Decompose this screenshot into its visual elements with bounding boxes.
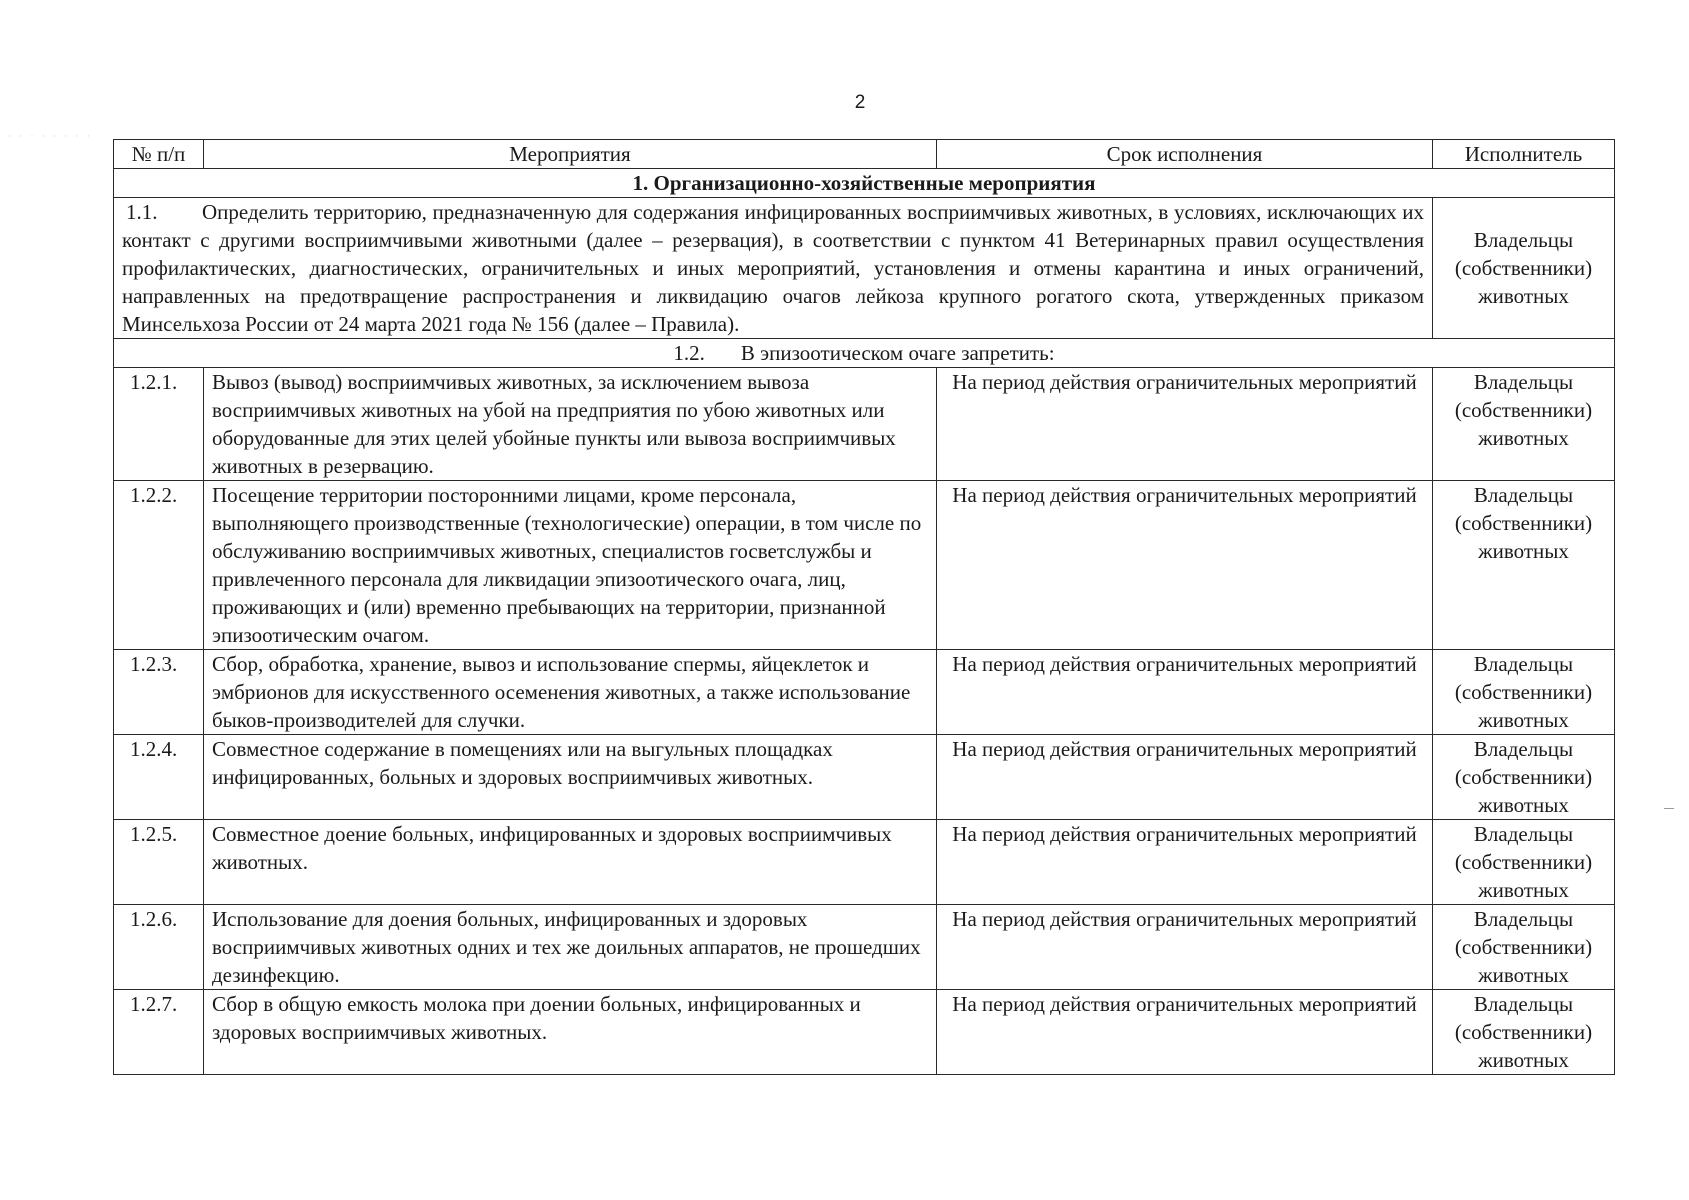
item-1-1-cell — [114, 198, 1433, 339]
row-number: 1.2.4. — [114, 735, 204, 820]
table-row — [114, 481, 1615, 650]
page-number: 2 — [854, 92, 866, 113]
executor-line: животных — [1478, 539, 1569, 563]
executor-line: Владельцы — [1473, 822, 1574, 846]
executor-line: животных — [1478, 1048, 1569, 1072]
executor-line: животных — [1478, 426, 1569, 450]
executor-line: животных — [1478, 878, 1569, 902]
table-body — [114, 169, 1615, 1075]
table-row — [114, 650, 1615, 735]
executor-line: животных — [1478, 963, 1569, 987]
item-1-1-number: 1.1. — [126, 200, 158, 224]
row-deadline: На период действия ограничительных мероприятий — [937, 650, 1433, 735]
row-measure: Совместное доение больных, инфицированных и здоровых восприимчивых животных. — [204, 820, 937, 905]
measures-table — [113, 139, 1615, 1075]
row-number: 1.2.3. — [114, 650, 204, 735]
row-number: 1.2.6. — [114, 905, 204, 990]
row-number: 1.2.2. — [114, 481, 204, 650]
row-number: 1.2.1. — [114, 368, 204, 481]
row-measure: Использование для доения больных, инфицированных и здоровых восприимчивых животных одних и тех же доильных аппаратов, не прошедших дезинфекцию. — [204, 905, 937, 990]
section-row — [114, 169, 1615, 198]
scan-artifact: · · · · · · · · — [8, 131, 93, 141]
row-number: 1.2.5. — [114, 820, 204, 905]
row-measure: Вывоз (вывод) восприимчивых животных, за исключением вывоза восприимчивых животных на убой на предприятия по убою животных или оборудованные для этих целей убойные пункты или вывоза восприимчивых животных в резервацию. — [204, 368, 937, 481]
subheading-text: В эпизоотическом очаге запретить: — [740, 341, 1055, 365]
row-executor — [1433, 820, 1615, 905]
executor-line: Владельцы — [1473, 228, 1574, 252]
executor-line: животных — [1478, 708, 1569, 732]
row-deadline: На период действия ограничительных мероприятий — [937, 820, 1433, 905]
header-number: № п/п — [114, 140, 204, 169]
item-1-1-executor — [1433, 198, 1615, 339]
row-measure: Посещение территории посторонними лицами, кроме персонала, выполняющего производственные (технологические) операции, в том числе по обслуживанию восприимчивых животных, специалистов госветслужбы и привлеченного персонала для ликвидации эпизоотического очага, лиц, проживающих и (или) временно пребывающих на территории, признанной эпизоотическим очагом. — [204, 481, 937, 650]
executor-line: (собственники) — [1454, 765, 1593, 789]
header-measures: Мероприятия — [204, 140, 937, 169]
executor-line: животных — [1478, 284, 1569, 308]
row-deadline: На период действия ограничительных мероприятий — [937, 368, 1433, 481]
executor-line: Владельцы — [1473, 907, 1574, 931]
executor-line: Владельцы — [1473, 483, 1574, 507]
table-row — [114, 820, 1615, 905]
subheading-cell — [114, 339, 1615, 368]
header-deadline: Срок исполнения — [937, 140, 1433, 169]
scan-edge-mark — [1664, 808, 1674, 809]
row-executor — [1433, 368, 1615, 481]
item-1-1-text: Определить территорию, предназначенную для содержания инфицированных восприимчивых животных, в условиях, исключающих их контакт с другими восприимчивыми животными (далее – резервация), в соответствии с пунктом 41 Ветеринарных правил осуществления профилактических, диагностических, ограничительных и иных мероприятий, установления и отмены карантина и иных ограничений, направленных на предотвращение распространения и ликвидацию очагов лейкоза крупного рогатого скота, утвержденных приказом Минсельхоза России от 24 марта 2021 года № 156 (далее – Правила). — [122, 200, 1424, 336]
table-row-1-1 — [114, 198, 1615, 339]
row-number: 1.2.7. — [114, 990, 204, 1075]
executor-line: (собственники) — [1454, 1020, 1593, 1044]
section-title: 1. Организационно-хозяйственные мероприятия — [114, 169, 1615, 198]
subheading-number: 1.2. — [673, 341, 705, 365]
table-row — [114, 735, 1615, 820]
row-measure: Совместное содержание в помещениях или на выгульных площадках инфицированных, больных и здоровых восприимчивых животных. — [204, 735, 937, 820]
row-deadline: На период действия ограничительных мероприятий — [937, 905, 1433, 990]
row-executor — [1433, 481, 1615, 650]
executor-line: Владельцы — [1473, 992, 1574, 1016]
table-header — [114, 140, 1615, 169]
header-executor: Исполнитель — [1433, 140, 1615, 169]
executor-line: (собственники) — [1454, 680, 1593, 704]
row-measure: Сбор в общую емкость молока при доении больных, инфицированных и здоровых восприимчивых животных. — [204, 990, 937, 1075]
row-executor — [1433, 650, 1615, 735]
table-row — [114, 368, 1615, 481]
executor-line: Владельцы — [1473, 652, 1574, 676]
subheading-row — [114, 339, 1615, 368]
executor-line: (собственники) — [1454, 850, 1593, 874]
row-executor — [1433, 990, 1615, 1075]
row-deadline: На период действия ограничительных мероприятий — [937, 990, 1433, 1075]
row-measure: Сбор, обработка, хранение, вывоз и использование спермы, яйцеклеток и эмбрионов для искусственного осеменения животных, а также использование быков-производителей для случки. — [204, 650, 937, 735]
row-deadline: На период действия ограничительных мероприятий — [937, 481, 1433, 650]
executor-line: (собственники) — [1454, 511, 1593, 535]
executor-line: Владельцы — [1473, 370, 1574, 394]
executor-line: (собственники) — [1454, 256, 1593, 280]
executor-line: Владельцы — [1473, 737, 1574, 761]
executor-line: (собственники) — [1454, 398, 1593, 422]
table-row — [114, 990, 1615, 1075]
row-executor — [1433, 905, 1615, 990]
row-executor — [1433, 735, 1615, 820]
executor-line: (собственники) — [1454, 935, 1593, 959]
executor-line: животных — [1478, 793, 1569, 817]
row-deadline: На период действия ограничительных мероприятий — [937, 735, 1433, 820]
table-row — [114, 905, 1615, 990]
